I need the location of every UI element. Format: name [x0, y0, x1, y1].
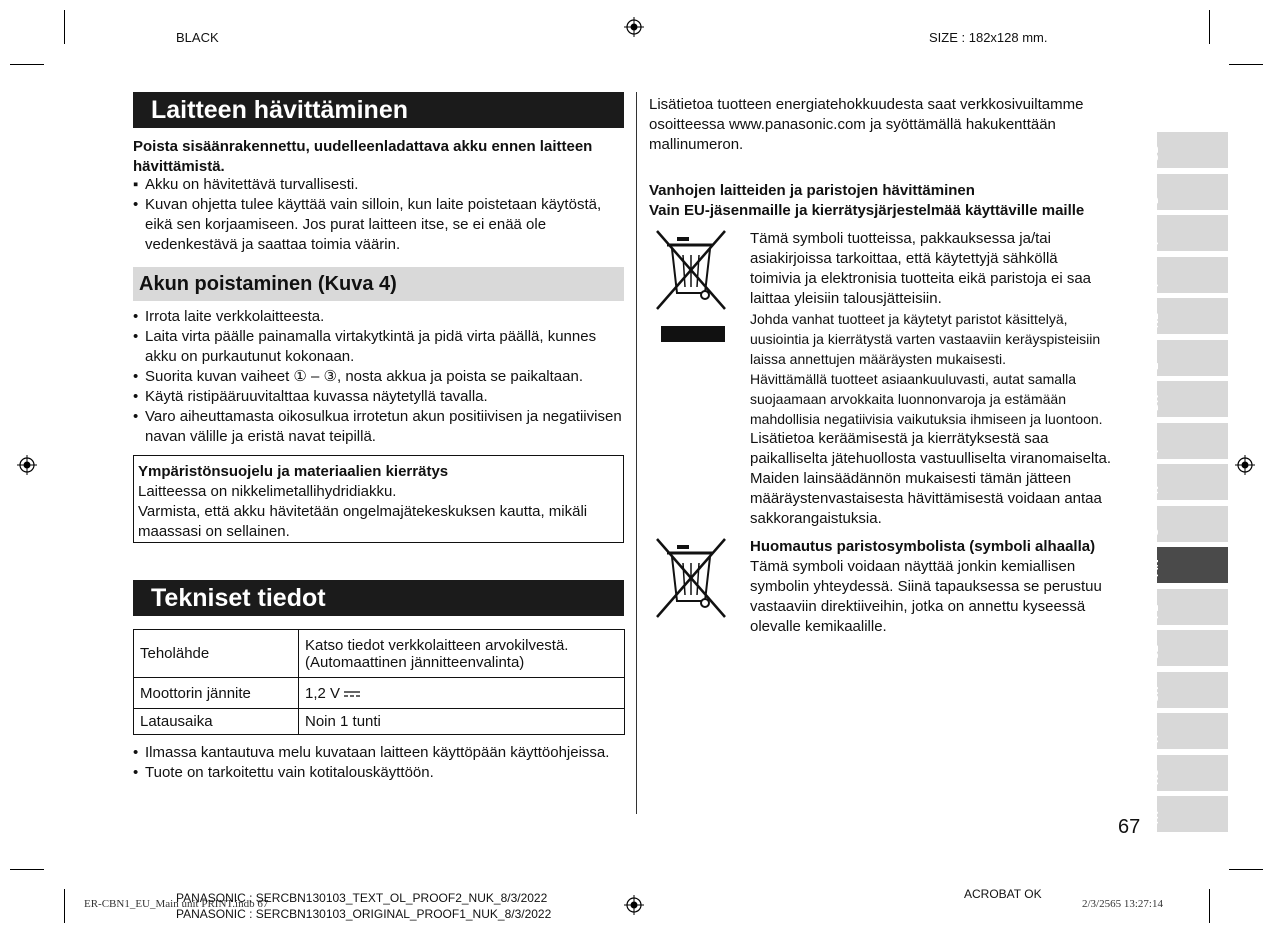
language-tab-label: FIN [1149, 559, 1161, 577]
crop-mark [1229, 869, 1263, 870]
language-tab-label: E [1149, 362, 1161, 370]
crop-mark [64, 10, 65, 44]
list-item: • Laita virta päälle painamalla virtakytkintä ja pidä virta päällä, kunnes akku on purkautunut kokonaan. [133, 327, 625, 367]
text-line: määräystenvastaisesta hävittämisestä voidaan antaa [750, 490, 1102, 507]
page-number: 67 [1118, 816, 1141, 838]
text-line: Lisätietoa keräämisestä ja kierrätyksestä saa [750, 430, 1049, 447]
language-tab-label: TR [1149, 811, 1161, 826]
text-line: suojaamaan arvokkaita luonnonvaroja ja estämään [750, 391, 1066, 407]
disposal-intro: Poista sisäänrakennettu, uudelleenladattava akku ennen laitteen hävittämistä. [133, 138, 593, 175]
disposal-heading: Vanhojen laitteiden ja paristojen hävittäminen [649, 182, 975, 199]
language-tab-tr[interactable] [1149, 796, 1228, 832]
text-line: paikalliselta jätehuollosta vastuulliselta viranomaiselta. [750, 450, 1112, 467]
text-line: Tämä symboli voidaan näyttää jonkin kemiallisen [750, 558, 1076, 575]
text-line: olevalle kemikaalille. [750, 618, 887, 635]
environment-box-line: Laitteessa on nikkelimetallihydridiakku. [138, 483, 397, 500]
header-color-label: BLACK [176, 30, 219, 45]
specifications-table [133, 629, 625, 735]
spec-label: Latausaika [134, 709, 299, 735]
language-tab-label: P [1149, 445, 1161, 453]
language-tab-label: D [1149, 195, 1161, 204]
language-tab-s[interactable] [1149, 506, 1228, 542]
disposal-bullets [133, 175, 625, 255]
crop-mark [1209, 889, 1210, 923]
spec-label: Moottorin jännite [134, 678, 299, 709]
footer-acrobat-label: ACROBAT OK [964, 887, 1042, 901]
list-item: • Kuvan ohjetta tulee käyttää vain silloin, kun laite poistetaan käytöstä, eikä sen korjaamiseen. Jos purat laitteen itse, se ei enää ole vedenkestävä ja saattaa toimia väärin. [133, 195, 625, 255]
language-tab-label: DK [1149, 395, 1161, 411]
language-tab-label: F [1149, 238, 1161, 245]
language-tab-label: GB [1149, 145, 1161, 162]
crop-mark [1209, 10, 1210, 44]
language-tab-h[interactable] [1149, 713, 1228, 749]
text-line: Maiden lainsäädännön mukaisesti tämän jätteen [750, 470, 1072, 487]
section-title-specifications: Tekniset tiedot [133, 580, 624, 616]
environment-box-title: Ympäristönsuojelu ja materiaalien kierrätys [138, 463, 449, 480]
list-item: • Irrota laite verkkolaitteesta. [133, 307, 625, 327]
crop-mark [10, 64, 44, 65]
text-line: laissa annettujen määräysten mukaisesti. [750, 351, 1007, 367]
crossed-bin-icon [655, 229, 727, 311]
crop-mark [1229, 64, 1263, 65]
crop-mark [64, 889, 65, 923]
language-tab-label: PL [1149, 604, 1161, 619]
energy-efficiency-info: Lisätietoa tuotteen energiatehokkuudesta saat verkkosivuiltamme osoitteessa www.panasonic.com ja syöttämällä hakukenttään mallinumeron. [649, 96, 1084, 153]
language-tab-label: H [1149, 735, 1161, 743]
language-tab-pl[interactable] [1149, 589, 1228, 625]
registration-mark-icon [624, 895, 644, 915]
list-item: • Suorita kuvan vaiheet ① – ③, nosta akkua ja poista se paikaltaan. [133, 367, 625, 387]
registration-mark-icon [17, 455, 37, 475]
language-tab-i[interactable] [1149, 257, 1228, 293]
list-item: • Käytä ristipääruuvitalttaa kuvassa näytetyllä tavalla. [133, 387, 625, 407]
text-line: Johda vanhat tuotteet ja käytetyt paristot käsittelyä, [750, 311, 1068, 327]
footer-file-name: ER-CBN1_EU_Main unit PRINT.indb 67 [84, 898, 269, 910]
language-tab-f[interactable] [1149, 215, 1228, 251]
table-row [134, 630, 625, 678]
text-line: toimivia ja elektronisia tuotteita eikä paristoja ei saa [750, 270, 1092, 287]
language-tab-label: RO [1149, 768, 1161, 785]
list-item: • Ilmassa kantautuva melu kuvataan laitteen käyttöpään käyttöohjeissa. [133, 743, 628, 763]
footer-datetime: 2/3/2565 13:27:14 [1082, 898, 1163, 910]
spec-value-line: Katso tiedot verkkolaitteen arvokilvestä. [305, 636, 569, 654]
language-tab-label: SK [1149, 686, 1161, 702]
language-tab-nl[interactable] [1149, 298, 1228, 334]
list-item: ▪ Akku on hävitettävä turvallisesti. [133, 175, 625, 195]
spec-value [299, 630, 625, 678]
note-title: Huomautus paristosymbolista (symboli alhaalla) [750, 538, 1096, 555]
table-row [134, 678, 625, 709]
text-line: Hävittämällä tuotteet asiaankuuluvasti, autat samalla [750, 371, 1077, 387]
language-tab-dk[interactable] [1149, 381, 1228, 417]
language-tab-sk[interactable] [1149, 672, 1228, 708]
language-tab-label: NL [1149, 313, 1161, 328]
spec-value: Noin 1 tunti [299, 709, 625, 735]
registration-mark-icon [624, 17, 644, 37]
language-tab-d[interactable] [1149, 174, 1228, 210]
weee-description [750, 229, 1145, 529]
column-divider [636, 92, 637, 814]
text-line: laittaa yleisiin talousjätteisiin. [750, 290, 942, 307]
battery-symbol-note [750, 537, 1145, 637]
language-tab-fin[interactable] [1149, 547, 1228, 583]
section-title-battery-removal: Akun poistaminen (Kuva 4) [133, 267, 624, 301]
spec-notes [133, 743, 628, 783]
battery-removal-bullets [133, 307, 625, 447]
registration-mark-icon [1235, 455, 1255, 475]
language-tab-ro[interactable] [1149, 755, 1228, 791]
list-item: • Tuote on tarkoitettu vain kotitalouskäyttöön. [133, 763, 628, 783]
environment-box-line: Varmista, että akku hävitetään ongelmajätekeskuksen kautta, mikäli maassasi on sellainen. [138, 503, 588, 540]
spec-label: Teholähde [134, 630, 299, 678]
spec-value-line: 1,2 V [305, 684, 341, 702]
text-line: sakkorangaistuksia. [750, 510, 882, 527]
language-tab-label: S [1149, 528, 1161, 536]
weee-black-bar [661, 326, 725, 342]
table-row [134, 709, 625, 735]
crop-mark [10, 869, 44, 870]
text-line: Tämä symboli tuotteissa, pakkauksessa ja/tai [750, 230, 1051, 247]
spec-value-line: (Automaattinen jännitteenvalinta) [305, 653, 525, 671]
spec-value [299, 678, 625, 709]
language-tab-gb[interactable] [1149, 132, 1228, 168]
text-line: uusiointia ja kierrätystä varten vastaaviin keräyspisteisiin [750, 331, 1101, 347]
language-tab-label: CZ [1149, 645, 1161, 660]
language-tab-n[interactable] [1149, 464, 1228, 500]
dc-symbol-icon [344, 689, 360, 699]
language-tab-e[interactable] [1149, 340, 1228, 376]
section-title-disposal: Laitteen hävittäminen [133, 92, 624, 128]
language-tab-p[interactable] [1149, 423, 1228, 459]
crossed-bin-icon [655, 537, 727, 619]
language-tab-label: I [1149, 283, 1161, 287]
header-size-label: SIZE : 182x128 mm. [929, 30, 1048, 45]
footer-proof-line: PANASONIC : SERCBN130103_TEXT_OL_PROOF2_NUK_8/3/2022 [176, 891, 548, 905]
text-line: vastaaviin direktiiveihin, jotka on annettu kyseessä [750, 598, 1086, 615]
text-line: asiakirjoissa tarkoittaa, että käytettyjä sähköllä [750, 250, 1058, 267]
text-line: mahdollisia negatiivisia vaikutuksia ihmiseen ja luontoon. [750, 411, 1103, 427]
environment-box [133, 455, 624, 543]
language-tab-label: N [1149, 486, 1161, 494]
language-tab-cz[interactable] [1149, 630, 1228, 666]
eu-heading: Vain EU-jäsenmaille ja kierrätysjärjestelmää käyttäville maille [649, 202, 1085, 219]
footer-proof-line: PANASONIC : SERCBN130103_ORIGINAL_PROOF1_NUK_8/3/2022 [176, 907, 552, 921]
text-line: symbolin yhteydessä. Siinä tapauksessa se perustuu [750, 578, 1102, 595]
list-item: • Varo aiheuttamasta oikosulkua irrotetun akun positiivisen ja negatiivisen navan välille ja eristä navat teipillä. [133, 407, 625, 447]
